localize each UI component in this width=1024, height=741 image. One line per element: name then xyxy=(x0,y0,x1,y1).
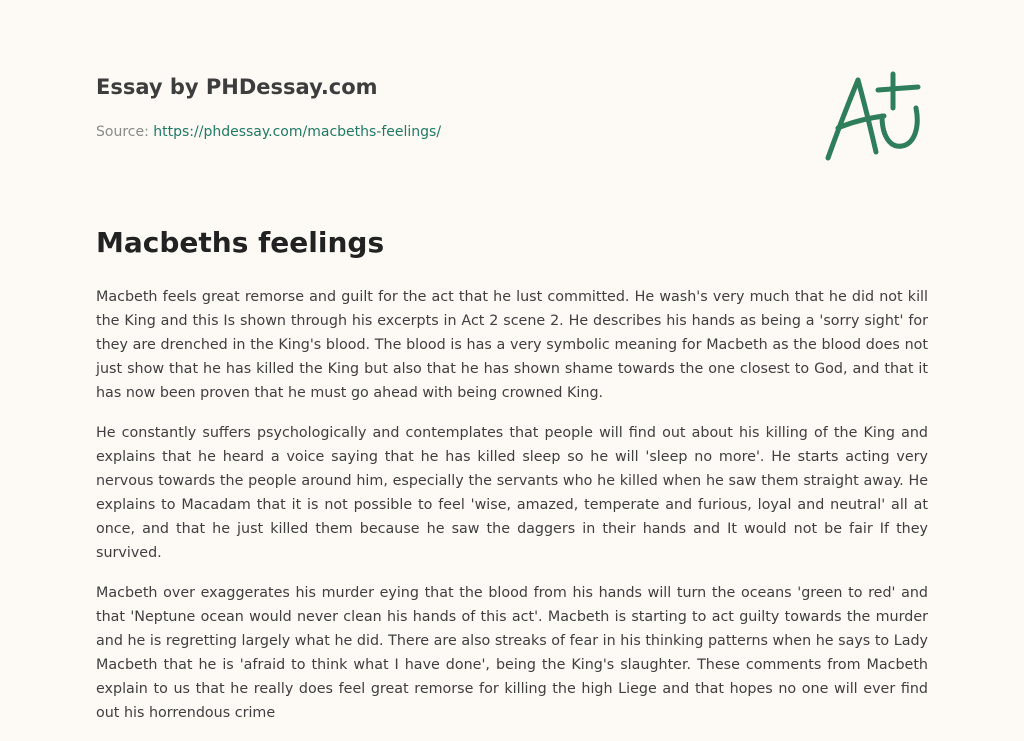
source-label: Source: xyxy=(96,124,154,140)
essay-body xyxy=(96,285,928,741)
essay-paragraph: Macbeth over exaggerates his murder eying that the blood from his hands will turn the oceans 'green to red' and that 'Neptune ocean would never clean his hands of this act'. Macbeth is starting to act guilty towards the murder and he is regretting largely what he did. There are also streaks of fear in his thinking patterns when he says to Lady Macbeth that he is 'afraid to think what I have done', being the King's slaughter. These comments from Macbeth explain to us that he really does feel great remorse for killing the high Liege and that hopes no one will ever find out his horrendous crime xyxy=(96,585,928,721)
essay-paragraph: He constantly suffers psychologically and contemplates that people will find out about his killing of the King and explains that he heard a voice saying that he has killed sleep so he will 'sleep no more'. He starts acting very nervous towards the people around him, especially the servants who he killed when he saw them straight away. He explains to Macadam that it is not possible to feel 'wise, amazed, temperate and furious, loyal and neutral' all at once, and that he just killed them because he saw the daggers in their hands and It would not be fair If they survived. xyxy=(96,425,928,561)
essay-title: Macbeths feelings xyxy=(96,226,385,259)
brand-title: Essay by PHDessay.com xyxy=(96,75,378,99)
source-link[interactable]: https://phdessay.com/macbeths-feelings/ xyxy=(153,124,442,140)
source-line xyxy=(96,124,441,140)
essay-paragraph: Macbeth feels great remorse and guilt for the act that he lust committed. He wash's very much that he did not kill the King and this Is shown through his excerpts in Act 2 scene 2. He describes his hands as being a 'sorry sight' for they are drenched in the King's blood. The blood is has a very symbolic meaning for Macbeth as the blood does not just show that he has killed the King but also that he has shown shame towards the one closest to God, and that it has now been proven that he must go ahead with being crowned King. xyxy=(96,289,928,401)
a-plus-logo-icon xyxy=(820,68,930,164)
